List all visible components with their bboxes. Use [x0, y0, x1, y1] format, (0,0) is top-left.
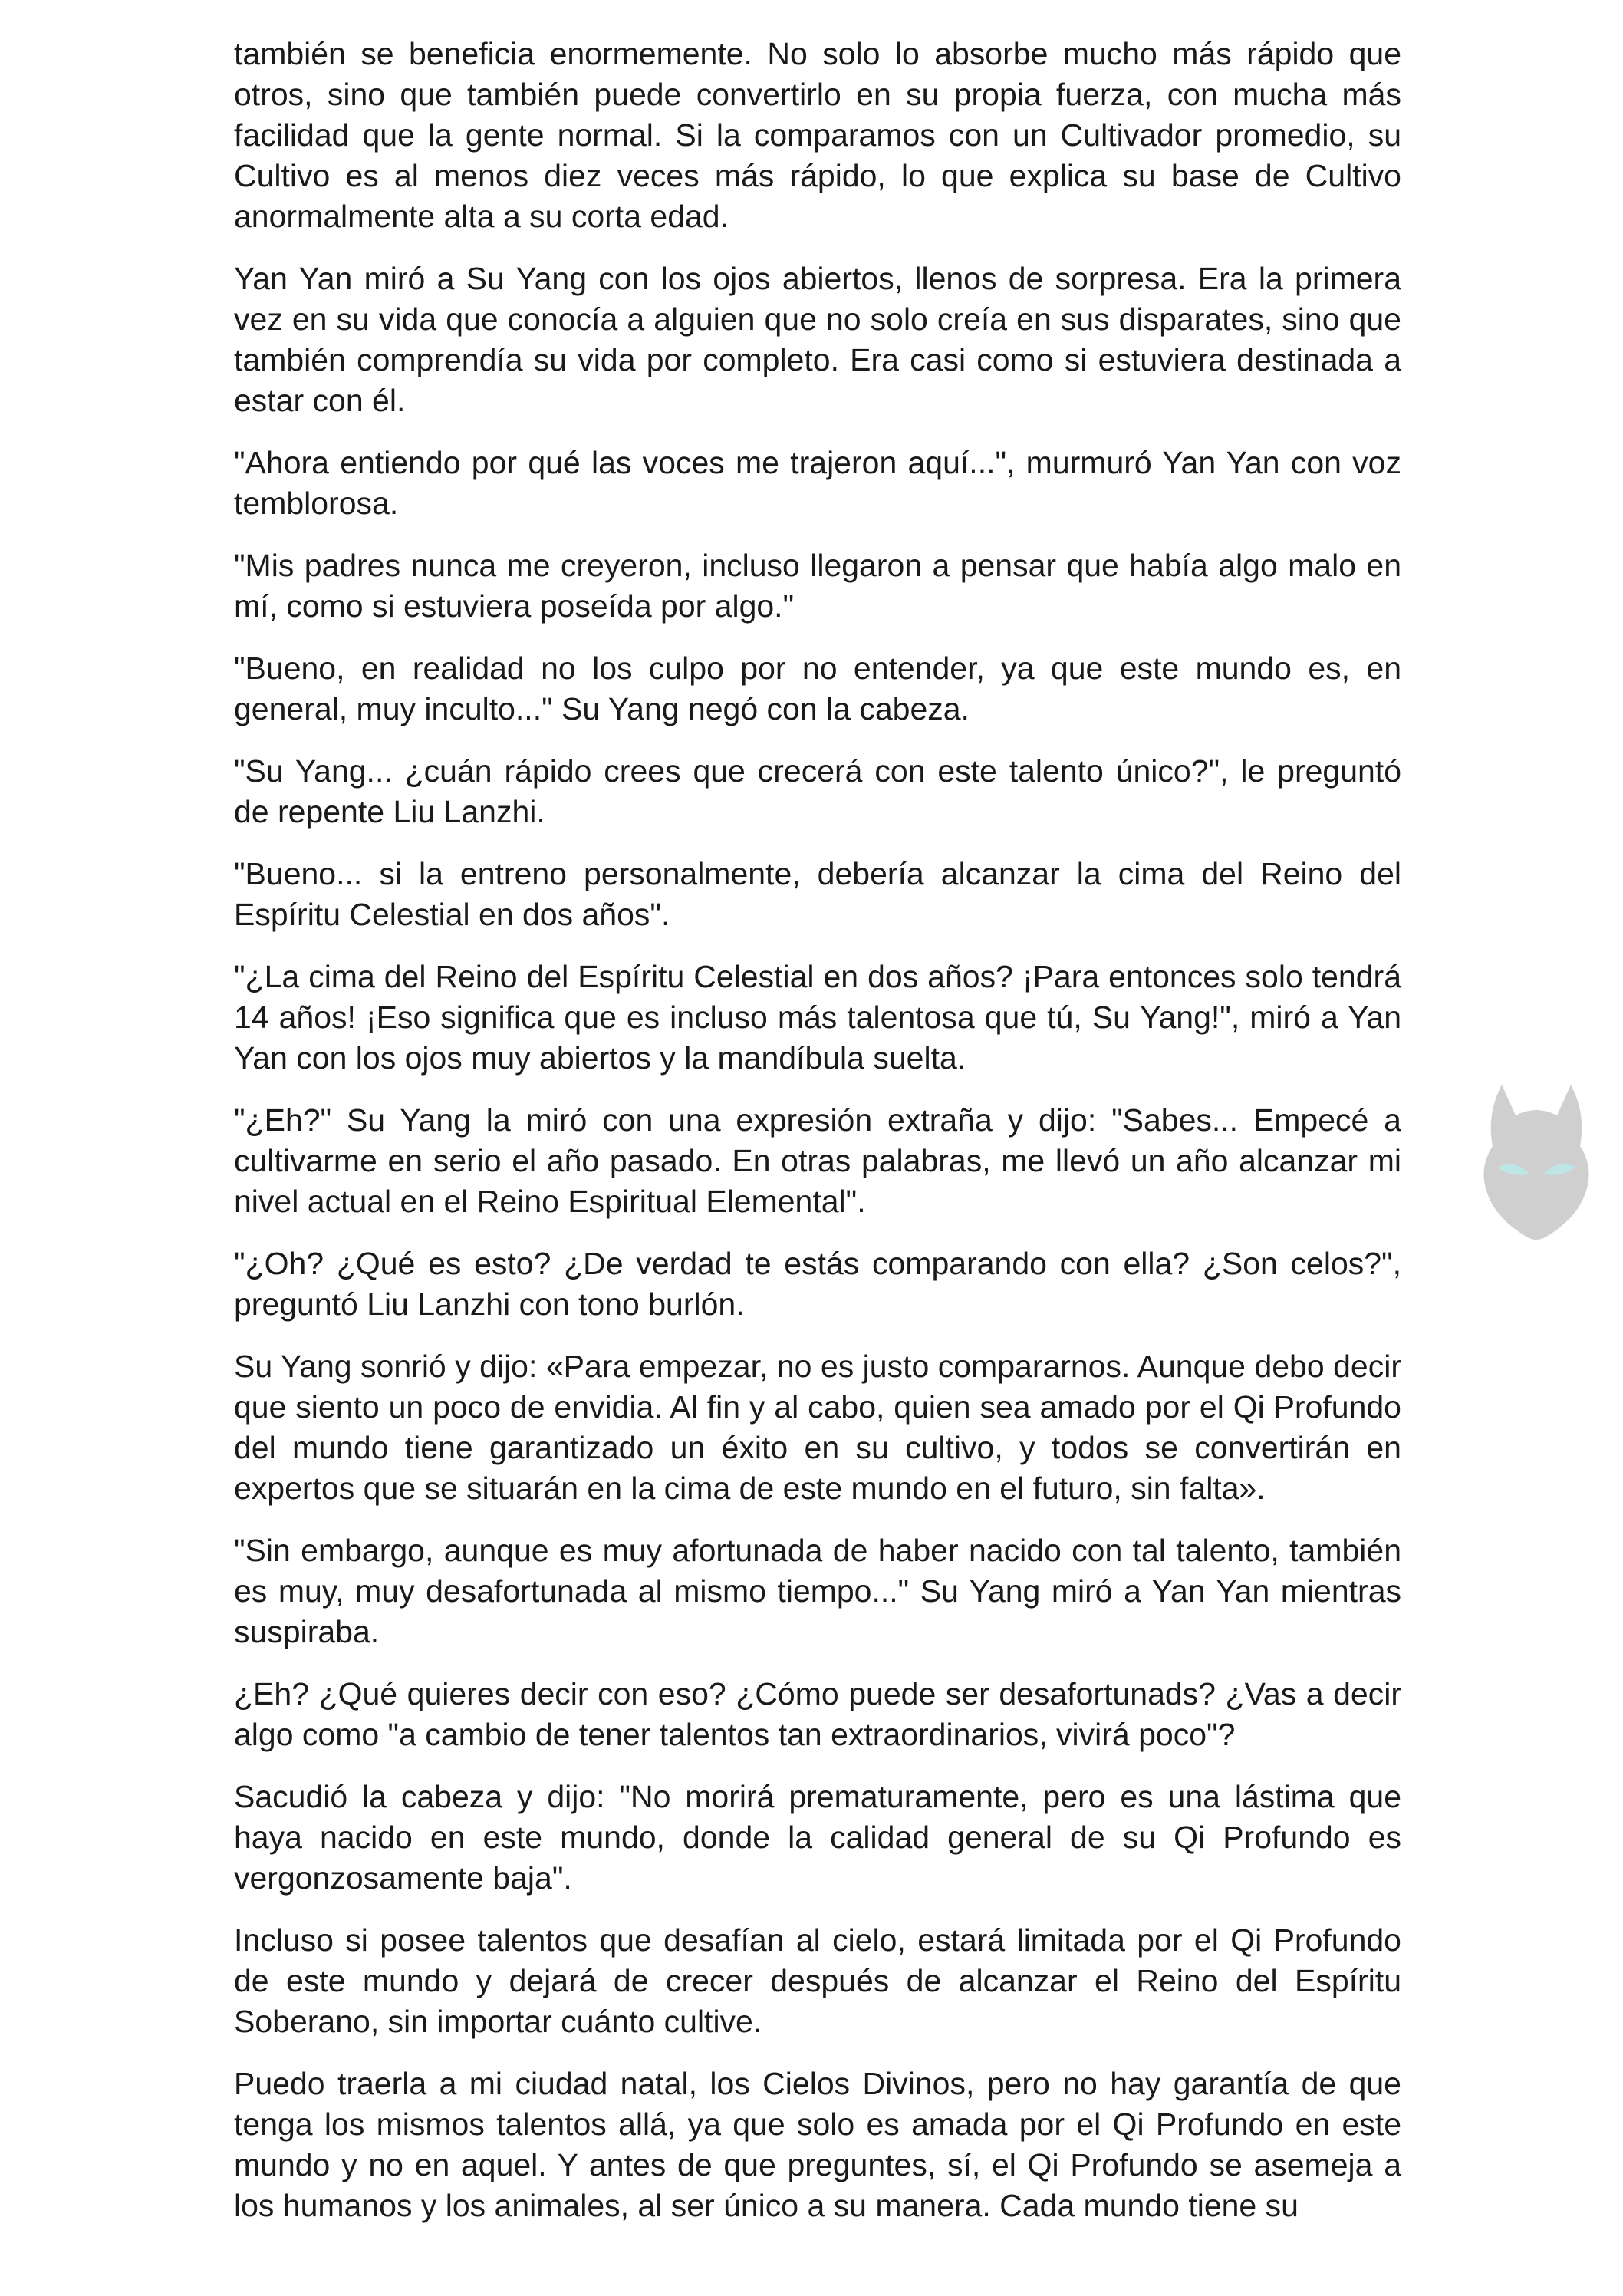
paragraph: Puedo traerla a mi ciudad natal, los Cielos Divinos, pero no hay garantía de que tenga los mismos talentos allá, ya que solo es amada por el Qi Profundo en este mundo y no en aquel. Y antes de que preguntes, sí, el Qi Profundo se asemeja a los humanos y los animales, al ser único a su manera. Cada mundo tiene su	[234, 2066, 1401, 2223]
paragraph: "Bueno... si la entreno personalmente, debería alcanzar la cima del Reino del Espíritu Celestial en dos años".	[234, 856, 1401, 932]
paragraph: ¿Eh? ¿Qué quieres decir con eso? ¿Cómo puede ser desafortunads? ¿Vas a decir algo como "a cambio de tener talentos tan extraordinarios, vivirá poco"?	[234, 1676, 1401, 1752]
paragraph: Sacudió la cabeza y dijo: "No morirá prematuramente, pero es una lástima que haya nacido en este mundo, donde la calidad general de su Qi Profundo es vergonzosamente baja".	[234, 1779, 1401, 1896]
paragraph: "Su Yang... ¿cuán rápido crees que crecerá con este talento único?", le preguntó de repente Liu Lanzhi.	[234, 753, 1401, 829]
logo-head-shape	[1483, 1085, 1588, 1240]
paragraph: "¿La cima del Reino del Espíritu Celestial en dos años? ¡Para entonces solo tendrá 14 años! ¡Eso significa que es incluso más talentosa que tú, Su Yang!", miró a Yan Yan con los ojos muy abiertos y la mandíbula suelta.	[234, 959, 1401, 1076]
paragraph: "Mis padres nunca me creyeron, incluso llegaron a pensar que había algo malo en mí, como si estuviera poseída por algo."	[234, 548, 1401, 624]
chapter-text	[234, 34, 1401, 2248]
paragraph: "Ahora entiendo por qué las voces me trajeron aquí...", murmuró Yan Yan con voz temblorosa.	[234, 445, 1401, 521]
paragraph: Su Yang sonrió y dijo: «Para empezar, no es justo compararnos. Aunque debo decir que siento un poco de envidia. Al fin y al cabo, quien sea amado por el Qi Profundo del mundo tiene garantizado un éxito en su cultivo, y todos se convertirán en expertos que se situarán en la cima de este mundo en el futuro, sin falta».	[234, 1349, 1401, 1506]
paragraph: "¿Oh? ¿Qué es esto? ¿De verdad te estás comparando con ella? ¿Son celos?", preguntó Liu Lanzhi con tono burlón.	[234, 1246, 1401, 1322]
paragraph: Yan Yan miró a Su Yang con los ojos abiertos, llenos de sorpresa. Era la primera vez en su vida que conocía a alguien que no solo creía en sus disparates, sino que también comprendía su vida por completo. Era casi como si estuviera destinada a estar con él.	[234, 261, 1401, 418]
paragraph: también se beneficia enormemente. No solo lo absorbe mucho más rápido que otros, sino que también puede convertirlo en su propia fuerza, con mucha más facilidad que la gente normal. Si la comparamos con un Cultivador promedio, su Cultivo es al menos diez veces más rápido, lo que explica su base de Cultivo anormalmente alta a su corta edad.	[234, 36, 1401, 234]
demon-head-logo-icon	[1471, 1076, 1602, 1244]
paragraph: Incluso si posee talentos que desafían al cielo, estará limitada por el Qi Profundo de este mundo y dejará de crecer después de alcanzar el Reino del Espíritu Soberano, sin importar cuánto cultive.	[234, 1922, 1401, 2039]
paragraph: "¿Eh?" Su Yang la miró con una expresión extraña y dijo: "Sabes... Empecé a cultivarme en serio el año pasado. En otras palabras, me llevó un año alcanzar mi nivel actual en el Reino Espiritual Elemental".	[234, 1102, 1401, 1219]
paragraph: "Sin embargo, aunque es muy afortunada de haber nacido con tal talento, también es muy, muy desafortunada al mismo tiempo..." Su Yang miró a Yan Yan mientras suspiraba.	[234, 1533, 1401, 1649]
paragraph: "Bueno, en realidad no los culpo por no entender, ya que este mundo es, en general, muy inculto..." Su Yang negó con la cabeza.	[234, 651, 1401, 726]
